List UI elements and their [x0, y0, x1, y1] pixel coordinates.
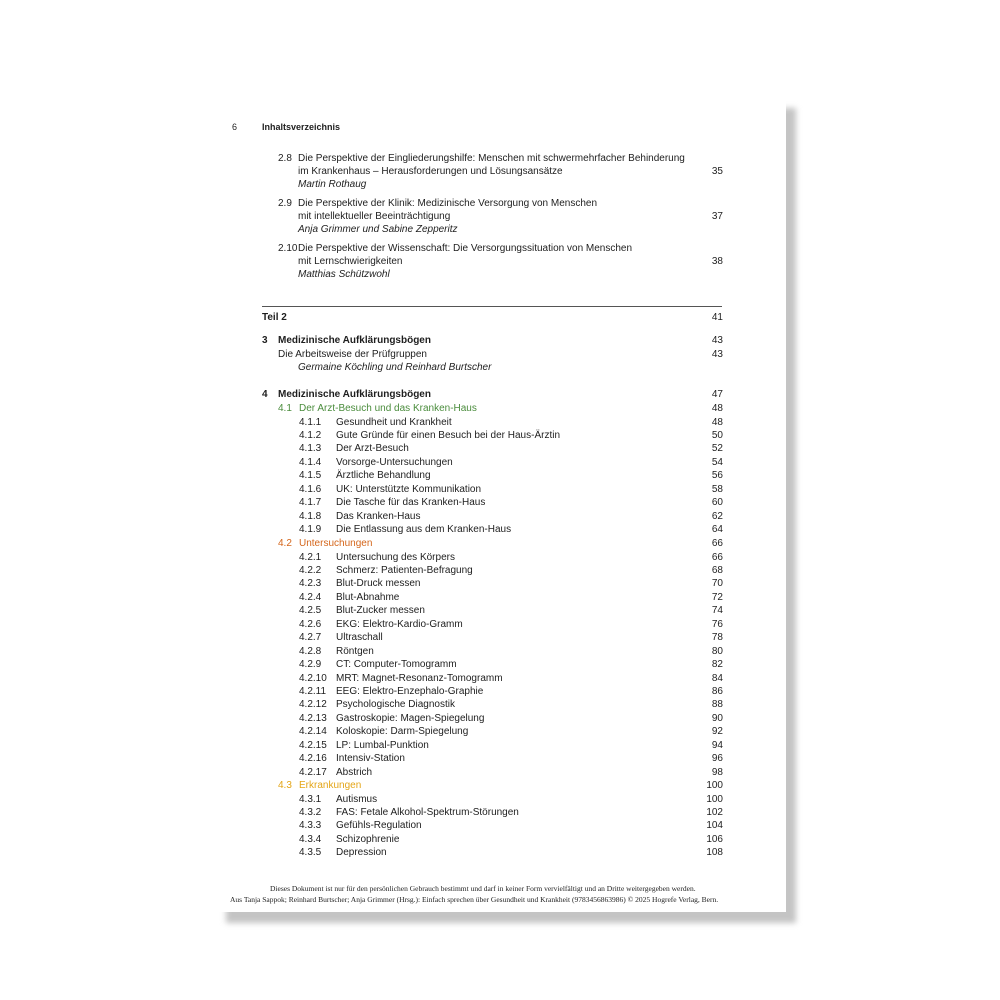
entry-page: 106 — [706, 833, 723, 845]
subsection-number: 4.2.9 — [299, 659, 322, 671]
entry-page: 76 — [711, 618, 723, 630]
subsection-number: 4.2.12 — [299, 699, 327, 711]
entry-page: 80 — [711, 645, 723, 657]
subsection-title: Psychologische Diagnostik — [336, 699, 458, 710]
subsection-title: Abstrich — [336, 767, 375, 778]
footer-notice: Dieses Dokument ist nur für den persönlichen Gebrauch bestimmt und darf in keiner Form vervielfältigt und an Dritte weitergegeben werden. — [270, 884, 696, 893]
entry-page: 52 — [711, 443, 723, 455]
entry-title: Die Arbeitsweise der Prüfgruppen — [278, 349, 430, 360]
subsection-title: Autismus — [336, 794, 380, 805]
subsection-title: Gute Gründe für einen Besuch bei der Haus-Ärztin — [336, 430, 563, 441]
entry-page: 54 — [711, 456, 723, 468]
subsection-title: Depression — [336, 847, 390, 858]
subsection-title: Intensiv-Station — [336, 753, 408, 764]
entry-page: 60 — [711, 497, 723, 509]
part-divider — [262, 306, 722, 307]
chapter-number: 3 — [262, 335, 268, 346]
entry-page: 86 — [711, 686, 723, 697]
entry-page: 100 — [706, 780, 723, 791]
entry-page: 64 — [711, 524, 723, 536]
subsection-title: Ärztliche Behandlung — [336, 470, 434, 481]
subsection-number: 4.2.2 — [299, 564, 322, 576]
subsection-title: MRT: Magnet-Resonanz-Tomogramm — [336, 673, 506, 684]
entry-page: 66 — [711, 551, 723, 563]
entry-page: 74 — [711, 605, 723, 617]
subsection-number: 4.2.13 — [299, 712, 327, 724]
subsection-number: 4.2.17 — [299, 766, 327, 778]
subsection-title: Blut-Zucker messen — [336, 605, 428, 616]
subsection-number: 4.1.1 — [299, 416, 322, 428]
subsection-number: 4.2.15 — [299, 739, 327, 751]
entry-author: Germaine Köchling und Reinhard Burtscher — [298, 362, 492, 373]
subsection-title: EEG: Elektro-Enzephalo-Graphie — [336, 686, 486, 697]
subsection-title: Blut-Abnahme — [336, 592, 402, 603]
subsection-title: FAS: Fetale Alkohol-Spektrum-Störungen — [336, 807, 522, 818]
entry-title-line1: Die Perspektive der Eingliederungshilfe: Menschen mit schwermehrfacher Behinderung — [298, 153, 685, 164]
subsection-title: LP: Lumbal-Punktion — [336, 740, 432, 751]
subsection-number: 4.2.3 — [299, 578, 322, 590]
entry-page: 70 — [711, 578, 723, 590]
entry-page: 82 — [711, 659, 723, 671]
entry-page: 88 — [711, 699, 723, 711]
subsection-title: Gesundheit und Krankheit — [336, 417, 455, 428]
entry-page: 104 — [706, 820, 723, 832]
subsection-title: Ultraschall — [336, 632, 386, 643]
subsection-number: 4.2.14 — [299, 726, 327, 738]
entry-page: 98 — [711, 766, 723, 778]
subsection-number: 4.3.1 — [299, 793, 322, 805]
entry-page: 38 — [711, 256, 723, 267]
subsection-title: Röntgen — [336, 646, 377, 657]
entry-author: Martin Rothaug — [298, 179, 367, 190]
entry-title-line2: mit intellektueller Beeinträchtigung — [298, 211, 453, 222]
subsection-title: Gefühls-Regulation — [336, 820, 425, 831]
subsection-number: 4.2.6 — [299, 618, 322, 630]
section-number: 4.2 — [278, 538, 292, 549]
subsection-number: 4.1.6 — [299, 483, 322, 495]
chapter-title: Medizinische Aufklärungsbögen — [278, 335, 434, 346]
entry-page: 102 — [706, 806, 723, 818]
entry-page: 96 — [711, 753, 723, 765]
entry-page: 62 — [711, 510, 723, 522]
subsection-title: Schizophrenie — [336, 834, 402, 845]
section-title: Untersuchungen — [299, 538, 375, 549]
entry-page: 90 — [711, 712, 723, 724]
subsection-number: 4.2.11 — [299, 686, 327, 697]
entry-page: 48 — [711, 416, 723, 428]
subsection-title: CT: Computer-Tomogramm — [336, 659, 460, 670]
entry-author: Matthias Schützwohl — [298, 269, 390, 280]
subsection-title: Blut-Druck messen — [336, 578, 423, 589]
entry-page: 50 — [711, 429, 723, 441]
subsection-title: Untersuchung des Körpers — [336, 552, 458, 563]
entry-page: 58 — [711, 483, 723, 495]
subsection-number: 4.3.4 — [299, 833, 322, 845]
section-number: 4.1 — [278, 403, 292, 414]
subsection-number: 4.1.3 — [299, 443, 322, 455]
entry-title-line1: Die Perspektive der Wissenschaft: Die Versorgungssituation von Menschen — [298, 243, 633, 254]
subsection-title: Schmerz: Patienten-Befragung — [336, 565, 476, 576]
entry-page: 41 — [711, 312, 723, 323]
entry-title-line1: Die Perspektive der Klinik: Medizinische Versorgung von Menschen — [298, 198, 598, 209]
subsection-number: 4.2.5 — [299, 605, 322, 617]
subsection-title: EKG: Elektro-Kardio-Gramm — [336, 619, 466, 630]
chapter-title: Medizinische Aufklärungsbögen — [278, 389, 434, 400]
entry-author: Anja Grimmer und Sabine Zepperitz — [298, 224, 458, 235]
entry-number: 2.8 — [278, 153, 292, 164]
entry-number: 2.10 — [278, 243, 298, 254]
entry-page: 92 — [711, 726, 723, 738]
entry-page: 94 — [711, 739, 723, 751]
document-page — [218, 100, 786, 912]
subsection-title: Gastroskopie: Magen-Spiegelung — [336, 713, 487, 724]
entry-page: 35 — [711, 166, 723, 177]
subsection-title: UK: Unterstützte Kommunikation — [336, 484, 484, 495]
subsection-title: Die Entlassung aus dem Kranken-Haus — [336, 524, 514, 535]
entry-page: 108 — [706, 847, 723, 859]
subsection-number: 4.1.2 — [299, 429, 322, 441]
entry-number: 2.9 — [278, 198, 292, 209]
entry-page: 43 — [711, 335, 723, 346]
entry-page: 66 — [711, 538, 723, 549]
entry-page: 72 — [711, 591, 723, 603]
entry-page: 47 — [711, 389, 723, 400]
subsection-title: Vorsorge-Untersuchungen — [336, 457, 456, 468]
subsection-number: 4.1.7 — [299, 497, 322, 509]
subsection-number: 4.2.10 — [299, 672, 327, 684]
subsection-title: Die Tasche für das Kranken-Haus — [336, 497, 488, 508]
subsection-title: Der Arzt-Besuch — [336, 443, 412, 454]
subsection-number: 4.2.4 — [299, 591, 322, 603]
subsection-number: 4.3.5 — [299, 847, 322, 859]
section-title: Erkrankungen — [299, 780, 364, 791]
subsection-number: 4.1.4 — [299, 456, 322, 468]
section-number: 4.3 — [278, 780, 292, 791]
subsection-number: 4.2.8 — [299, 645, 322, 657]
subsection-number: 4.1.5 — [299, 470, 322, 482]
part-label: Teil 2 — [262, 312, 290, 323]
section-title: Der Arzt-Besuch und das Kranken-Haus — [299, 403, 480, 414]
page-title: Inhaltsverzeichnis — [262, 122, 341, 132]
subsection-number: 4.1.9 — [299, 524, 322, 536]
subsection-number: 4.2.1 — [299, 551, 322, 563]
entry-page: 84 — [711, 672, 723, 684]
subsection-number: 4.1.8 — [299, 510, 322, 522]
subsection-number: 4.3.3 — [299, 820, 322, 832]
entry-title-line2: im Krankenhaus – Herausforderungen und Lösungsansätze — [298, 166, 566, 177]
subsection-title: Koloskopie: Darm-Spiegelung — [336, 726, 471, 737]
entry-page: 56 — [711, 470, 723, 482]
entry-page: 48 — [711, 403, 723, 414]
entry-page: 37 — [711, 211, 723, 222]
entry-page: 100 — [706, 793, 723, 805]
entry-page: 78 — [711, 632, 723, 644]
subsection-number: 4.2.16 — [299, 753, 327, 765]
chapter-number: 4 — [262, 389, 268, 400]
subsection-number: 4.2.7 — [299, 632, 322, 644]
subsection-number: 4.3.2 — [299, 806, 322, 818]
entry-page: 68 — [711, 564, 723, 576]
subsection-title: Das Kranken-Haus — [336, 511, 423, 522]
entry-page: 43 — [711, 349, 723, 360]
page-number: 6 — [232, 122, 238, 132]
footer-citation: Aus Tanja Sappok; Reinhard Burtscher; Anja Grimmer (Hrsg.): Einfach sprechen über Gesundheit und Krankheit (9783456863986) © 2025 Hogrefe Verlag, Bern. — [230, 895, 719, 904]
entry-title-line2: mit Lernschwierigkeiten — [298, 256, 406, 267]
